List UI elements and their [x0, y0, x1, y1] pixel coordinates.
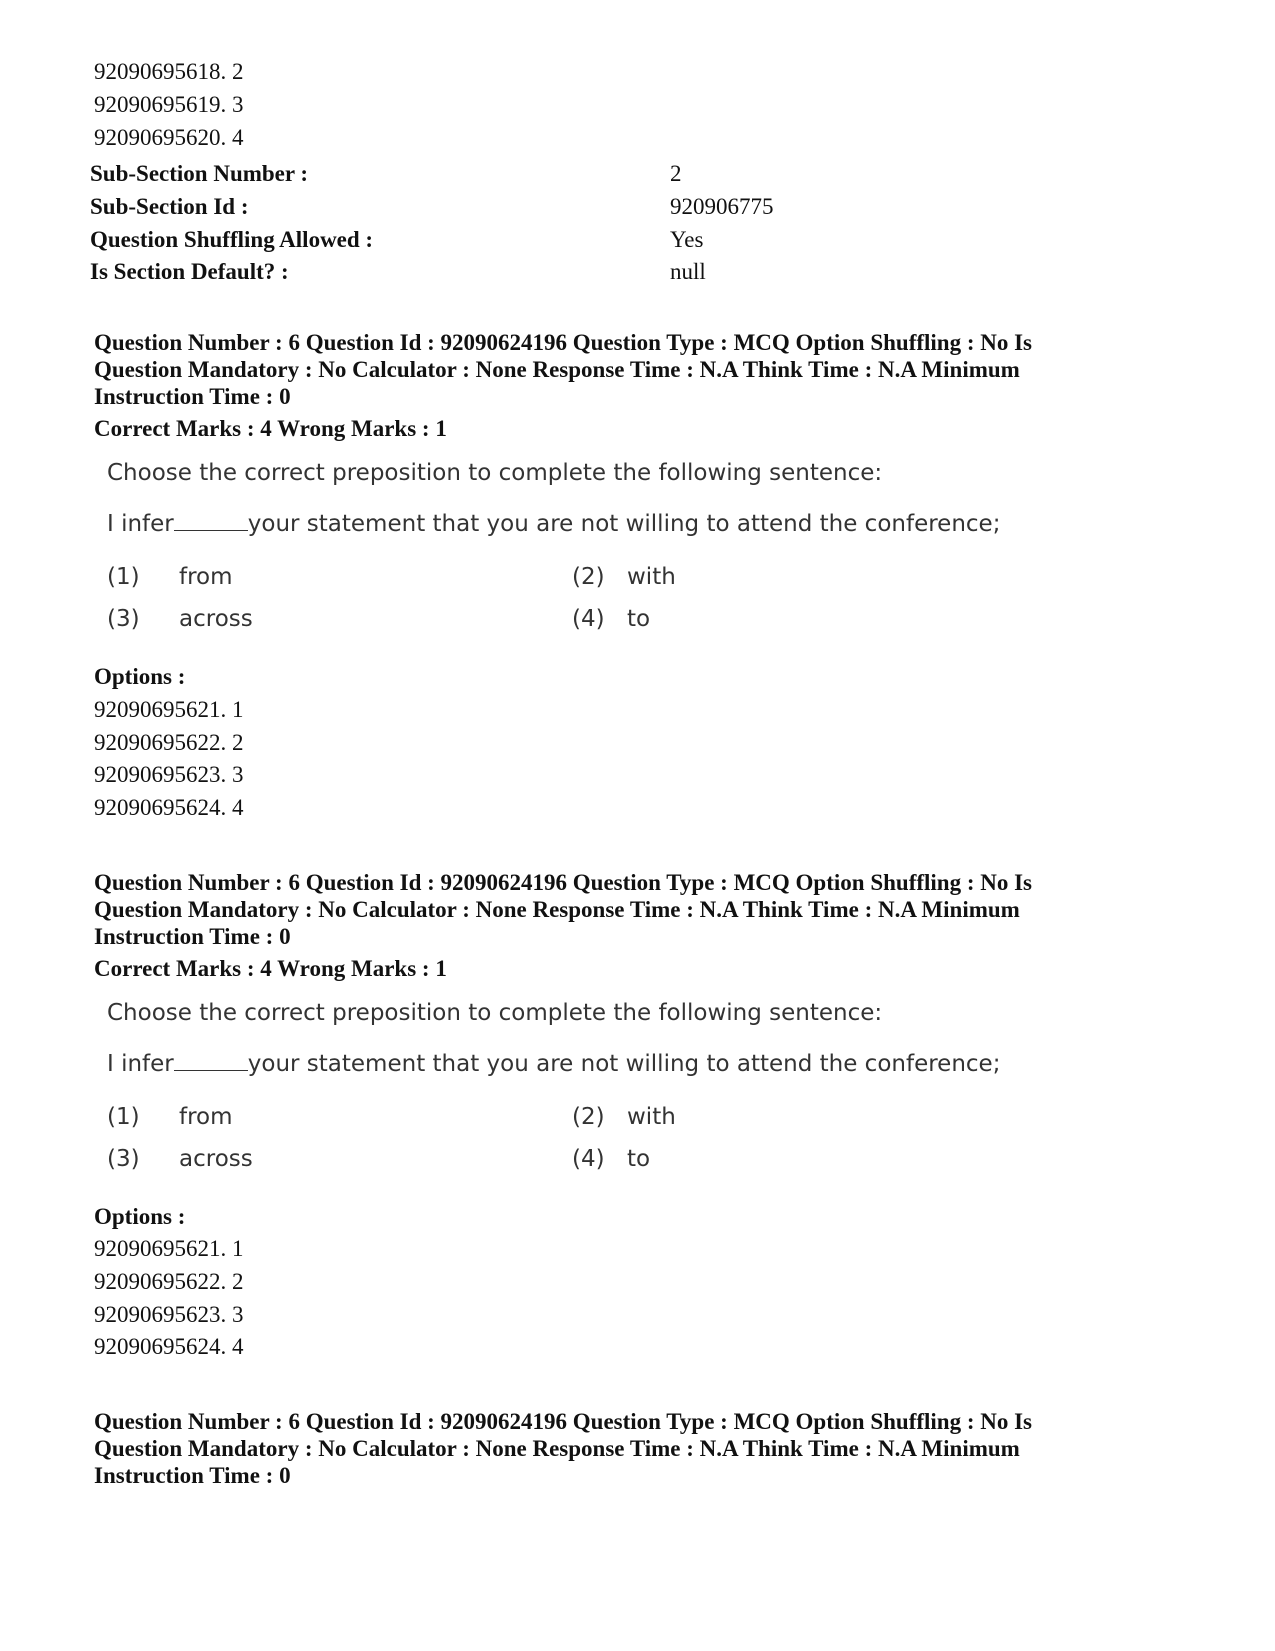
option-id: 92090695622. 2: [94, 730, 244, 755]
choice-number: (4): [572, 1146, 605, 1172]
choice-number: (2): [572, 564, 605, 590]
question-sentence: [107, 1051, 1000, 1077]
question-instruction: Choose the correct preposition to complete the following sentence:: [107, 1000, 883, 1026]
question-header-line: Question Number : 6 Question Id : 92090624196 Question Type : MCQ Option Shuffling : No Is: [94, 330, 1033, 355]
sentence-start: I infer: [107, 511, 174, 537]
subsection-number-value: 2: [670, 161, 682, 186]
answer-blank: [174, 1052, 248, 1071]
question-header-line: Question Mandatory : No Calculator : None Response Time : N.A Think Time : N.A Minimum: [94, 1436, 1020, 1461]
choice-text: with: [627, 1104, 676, 1130]
choice-text: across: [179, 1146, 253, 1172]
question-header-line: Question Number : 6 Question Id : 92090624196 Question Type : MCQ Option Shuffling : No Is: [94, 870, 1033, 895]
section-default-label: Is Section Default? :: [90, 259, 289, 284]
choice-text: from: [179, 1104, 233, 1130]
choice-text: to: [627, 606, 651, 632]
section-default-value: null: [670, 259, 706, 284]
choice-number: (3): [107, 1146, 140, 1172]
option-id: 92090695621. 1: [94, 1236, 244, 1261]
question-header-line: Question Mandatory : No Calculator : None Response Time : N.A Think Time : N.A Minimum: [94, 897, 1020, 922]
question-header: [94, 869, 1094, 950]
choice-1: [107, 1104, 233, 1130]
options-label: Options :: [94, 1204, 186, 1229]
choice-number: (2): [572, 1104, 605, 1130]
question-header: [94, 329, 1094, 410]
question-instruction: Choose the correct preposition to complete the following sentence:: [107, 460, 883, 486]
subsection-id-value: 920906775: [670, 194, 774, 219]
choice-4: [572, 606, 650, 632]
choice-text: across: [179, 606, 253, 632]
subsection-number-label: Sub-Section Number :: [90, 161, 309, 186]
question-header-line: Question Number : 6 Question Id : 92090624196 Question Type : MCQ Option Shuffling : No Is: [94, 1409, 1033, 1434]
choice-number: (1): [107, 564, 140, 590]
option-id: 92090695624. 4: [94, 1334, 244, 1359]
question-header: [94, 1408, 1094, 1489]
option-id: 92090695623. 3: [94, 762, 244, 787]
question-sentence: [107, 511, 1000, 537]
choice-4: [572, 1146, 650, 1172]
question-header-line: Instruction Time : 0: [94, 924, 291, 949]
sentence-start: I infer: [107, 1051, 174, 1077]
answer-blank: [174, 512, 248, 531]
question-marks: Correct Marks : 4 Wrong Marks : 1: [94, 956, 447, 981]
option-id: 92090695621. 1: [94, 697, 244, 722]
choice-number: (4): [572, 606, 605, 632]
option-id: 92090695618. 2: [94, 59, 244, 84]
choice-number: (1): [107, 1104, 140, 1130]
choice-3: [107, 606, 253, 632]
sentence-end: your statement that you are not willing to attend the conference;: [247, 1051, 1001, 1077]
question-shuffling-label: Question Shuffling Allowed :: [90, 227, 374, 252]
choice-number: (3): [107, 606, 140, 632]
question-shuffling-value: Yes: [670, 227, 704, 252]
choice-3: [107, 1146, 253, 1172]
question-header-line: Instruction Time : 0: [94, 1463, 291, 1488]
question-header-line: Instruction Time : 0: [94, 384, 291, 409]
question-marks: Correct Marks : 4 Wrong Marks : 1: [94, 416, 447, 441]
option-id: 92090695622. 2: [94, 1269, 244, 1294]
choice-1: [107, 564, 233, 590]
choice-text: from: [179, 564, 233, 590]
option-id: 92090695624. 4: [94, 795, 244, 820]
option-id: 92090695620. 4: [94, 125, 244, 150]
question-header-line: Question Mandatory : No Calculator : None Response Time : N.A Think Time : N.A Minimum: [94, 357, 1020, 382]
choice-text: with: [627, 564, 676, 590]
option-id: 92090695619. 3: [94, 92, 244, 117]
subsection-id-label: Sub-Section Id :: [90, 194, 249, 219]
option-id: 92090695623. 3: [94, 1302, 244, 1327]
options-label: Options :: [94, 664, 186, 689]
sentence-end: your statement that you are not willing to attend the conference;: [247, 511, 1001, 537]
choice-text: to: [627, 1146, 651, 1172]
choice-2: [572, 1104, 676, 1130]
choice-2: [572, 564, 676, 590]
